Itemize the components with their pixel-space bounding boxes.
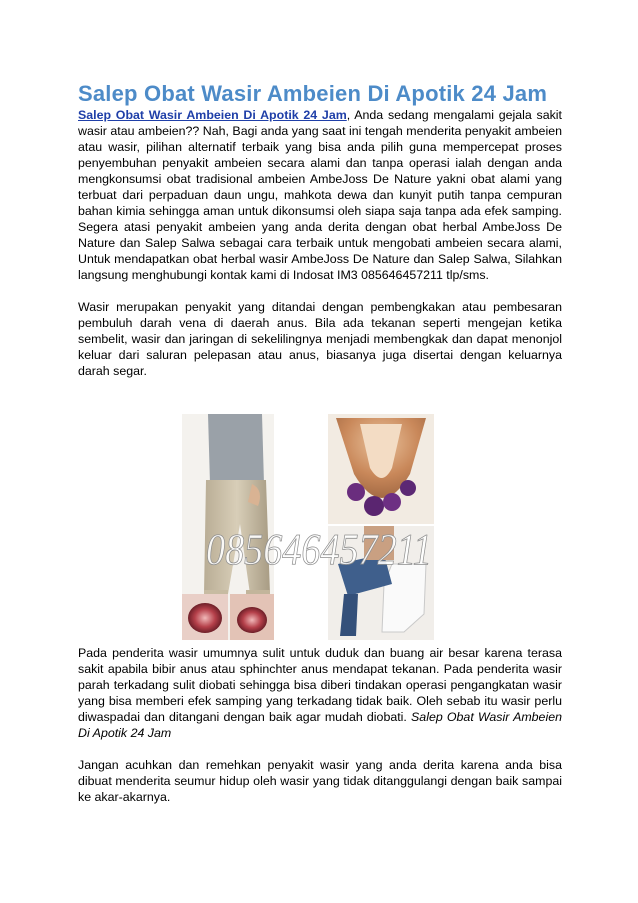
keyword-italic: Salep Obat Wasir Ambeien Di Apotik 24 Jam (78, 710, 562, 740)
watermark-phone: 085646457211 (206, 525, 432, 574)
paragraph-symptoms (78, 645, 562, 741)
title-link[interactable]: Salep Obat Wasir Ambeien Di Apotik 24 Jam (78, 108, 347, 122)
page-title: Salep Obat Wasir Ambeien Di Apotik 24 Jam (78, 81, 548, 106)
paragraph-intro (78, 107, 562, 283)
intro-text: , Anda sedang mengalami gejala sakit wasir atau ambeien?? Nah, Bagi anda yang saat ini tengah menderita penyakit ambeien atau wasir, pilihan alternatif terbaik yang bisa anda pilih guna mempercepat proses penyembuhan penyakit ambeien secara alami dan tanpa operasi ialah dengan anda mengkonsumsi obat tradisional ambeien AmbeJoss De Nature yakni obat alami yang terbuat dari perpaduan daun ungu, mahkota dewa dan kunyit putih tanpa cempuran bahan kimia sehingga aman untuk dikonsumsi oleh siapa saja tanpa ada efek samping. Segera atasi penyakit ambeien yang anda derita dengan obat herbal AmbeJoss De Nature dan Salep Salwa sebagai cara terbaik untuk mengobati ambeien secara alami, Untuk mendapatkan obat herbal wasir AmbeJoss De Nature dan Salep Salwa, Silahkan langsung menghubungi kontak kami di Indosat IM3 085646457211 tlp/sms. (78, 108, 562, 282)
paragraph-definition: Wasir merupakan penyakit yang ditandai dengan pembengkakan atau pembesaran pembuluh darah vena di daerah anus. Bila ada tekanan seperti mengejan ketika sembelit, wasir dan jaringan di sekelilingnya menjadi membengkak dan dapat menonjol keluar dari saluran pelepasan atau anus, biasanya juga disertai dengan keluarnya darah segar. (78, 300, 562, 378)
anatomy-image (328, 414, 434, 524)
hemorrhoid-illustration (178, 414, 438, 640)
thumbnail-images (182, 594, 274, 640)
paragraph-warning: Jangan acuhkan dan remehkan penyakit wasir yang anda derita karena anda bisa dibuat menderita seumur hidup oleh wasir yang tidak ditanggulangi dengan baik sampai ke akar-akarnya. (78, 758, 562, 804)
symptoms-text: Pada penderita wasir umumnya sulit untuk duduk dan buang air besar karena terasa sakit apabila bibir anus atau sphinchter anus mendapat tekanan. Pada penderita wasir parah terkadang sulit diobati sehingga bisa diberi tindakan operasi pengangkatan wasir yang bisa memberi efek samping yang terkadang tidak baik. Oleh sebab itu wasir perlu diwaspadai dan ditangani dengan baik agar mudah diobati. (78, 646, 562, 724)
